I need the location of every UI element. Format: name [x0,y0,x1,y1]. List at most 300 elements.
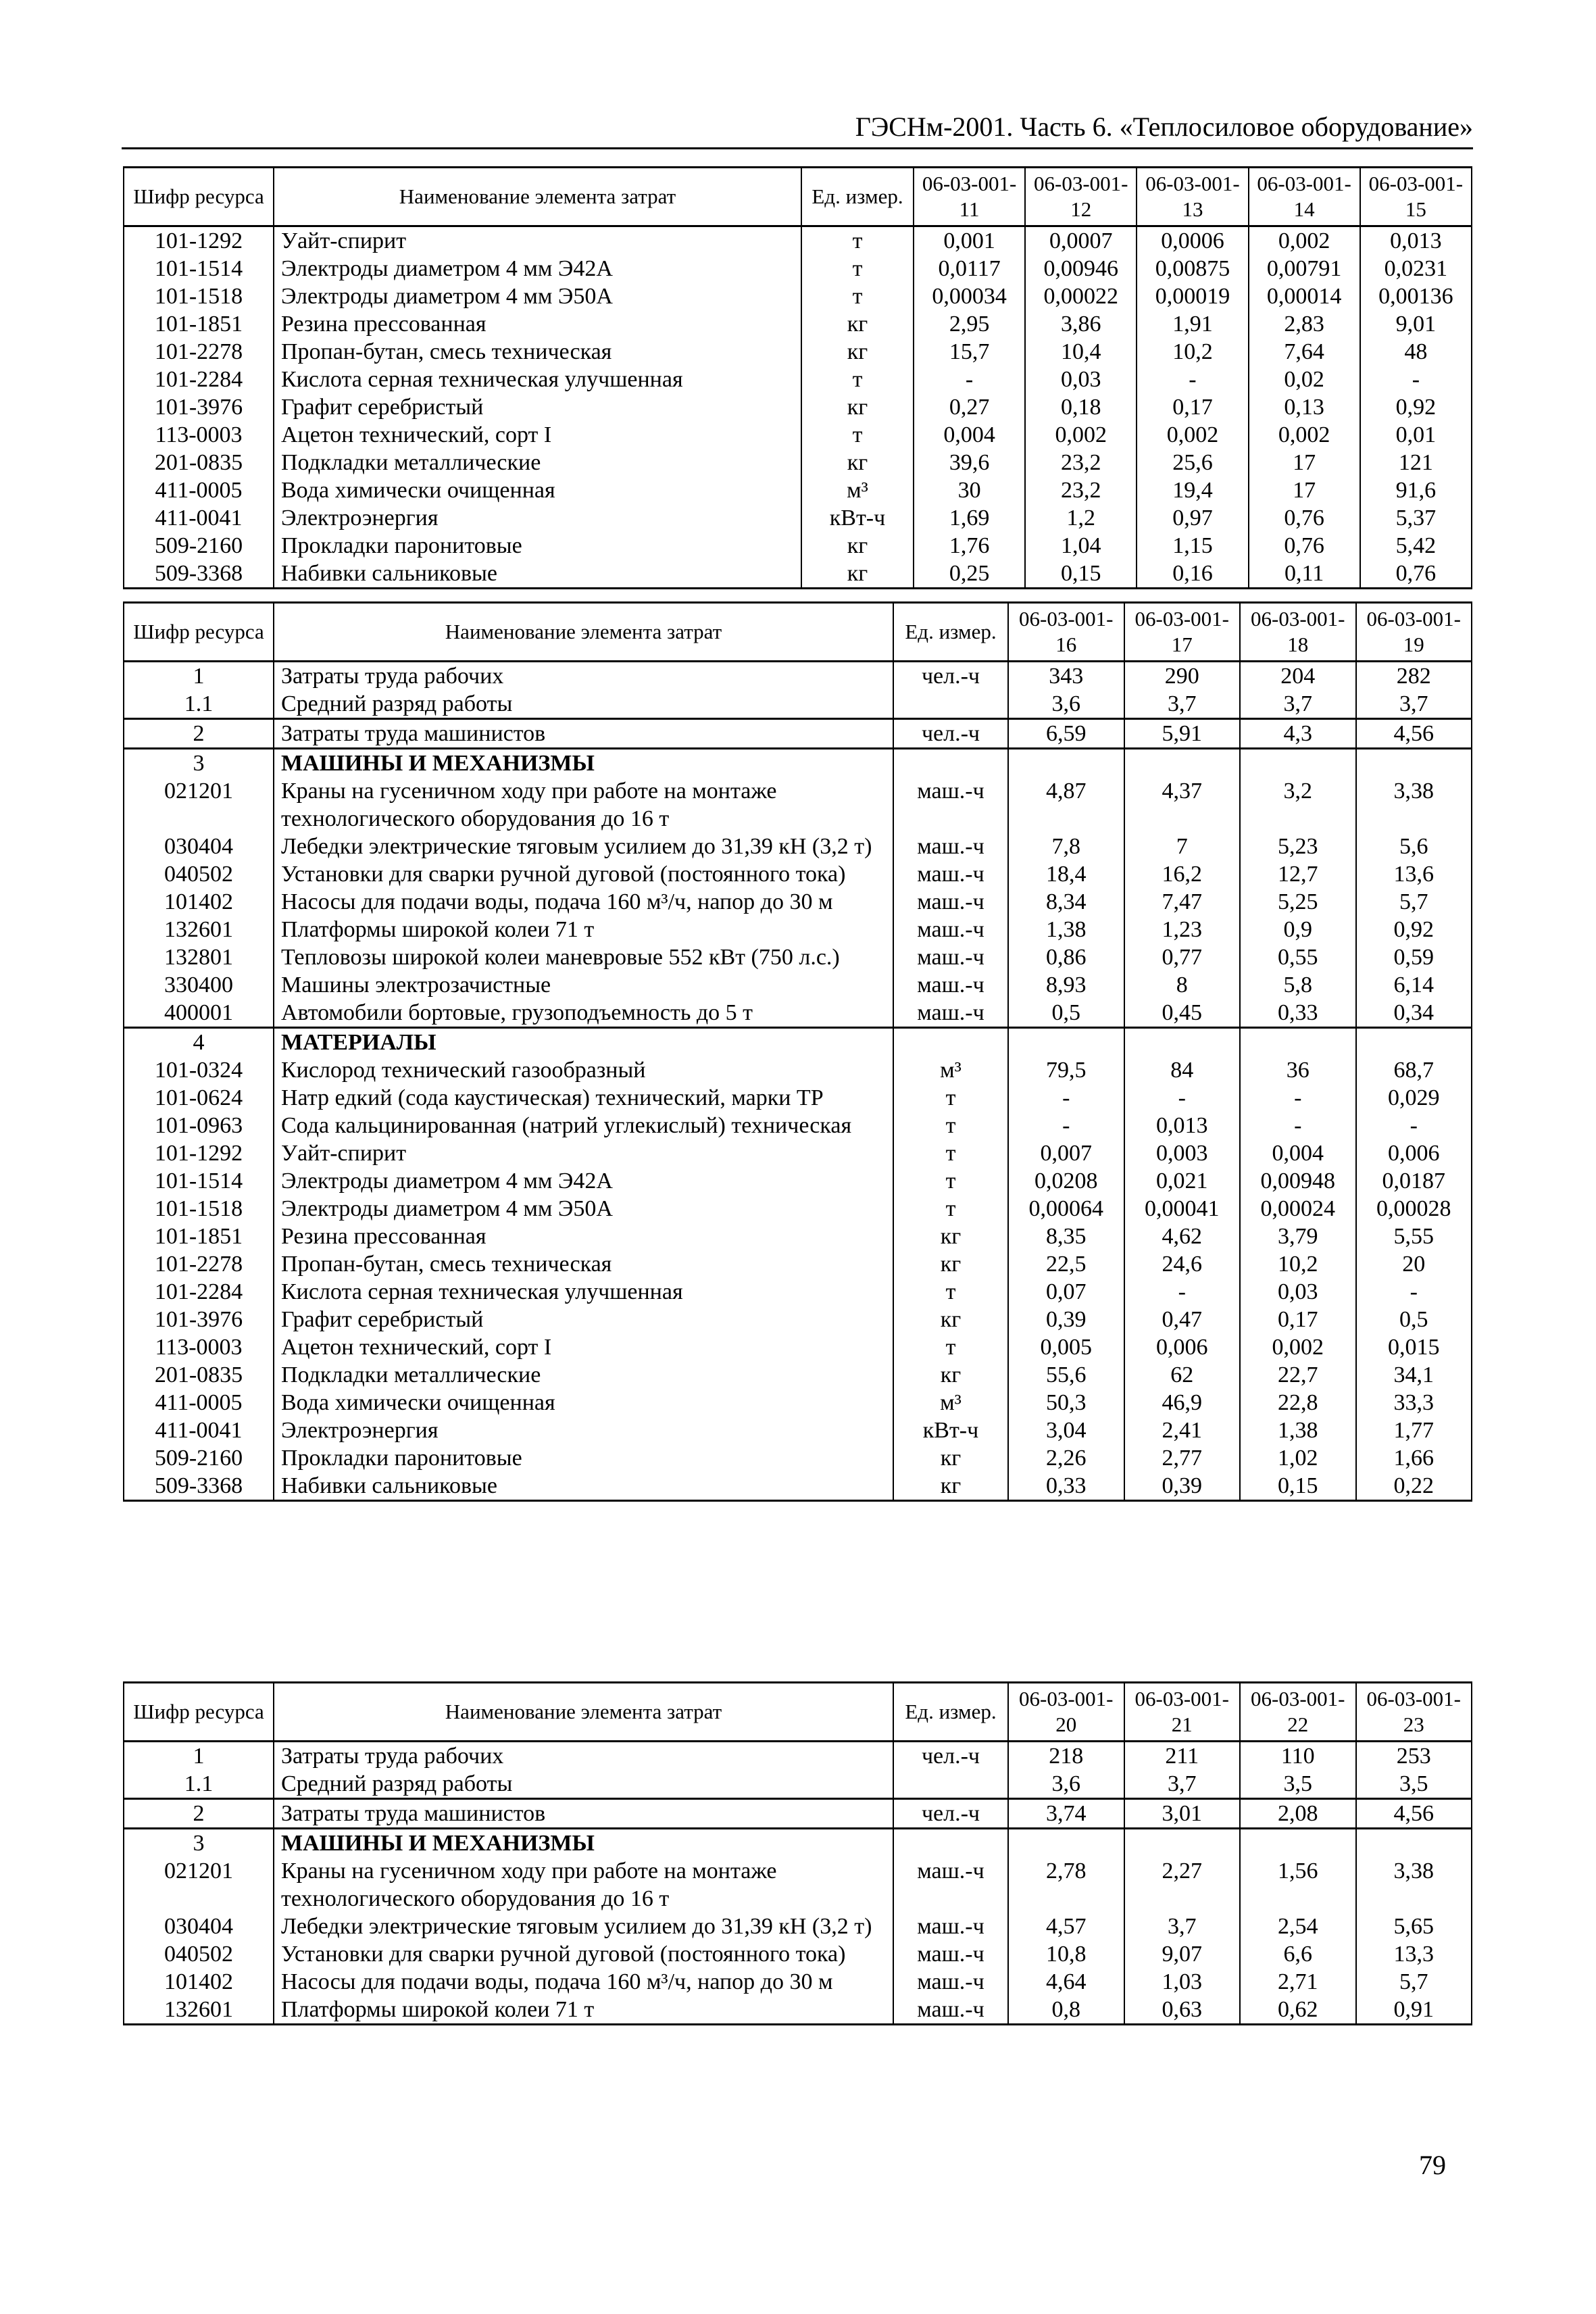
value-cell: - [1124,1278,1241,1306]
value-cell: 0,00946 [1025,255,1137,282]
value-cell: 55,6 [1008,1361,1124,1389]
value-cell: - [1008,1112,1124,1139]
cost-element-name-cell: Пропан-бутан, смесь техническая [274,338,801,366]
column-header: Наименование элемента затрат [274,1683,893,1742]
value-cell: 1,91 [1137,310,1248,338]
table-row [124,282,1472,310]
cost-table-2 [123,601,1472,1502]
value-cell: 0,007 [1008,1139,1124,1167]
unit-cell: маш.-ч [893,916,1008,943]
value-cell: 0,029 [1356,1084,1472,1112]
table-row [124,1472,1472,1501]
cost-element-name-cell: МАШИНЫ И МЕХАНИЗМЫ [274,749,893,778]
value-cell: 0,76 [1249,504,1360,532]
value-cell: 48 [1360,338,1472,366]
cost-element-name-cell: Средний разряд работы [274,690,893,719]
table-row [124,1333,1472,1361]
value-cell: 0,27 [914,393,1025,421]
column-header: Наименование элемента затрат [274,603,893,662]
resource-code-cell: 201-0835 [124,1361,274,1389]
value-cell: 8,35 [1008,1223,1124,1250]
value-cell: 0,18 [1025,393,1137,421]
column-header: 06-03-001-11 [914,168,1025,226]
value-cell: 0,39 [1124,1472,1241,1501]
cost-element-name-cell: Кислород технический газообразный [274,1056,893,1084]
cost-element-name-cell: Платформы широкой колеи 71 т [274,916,893,943]
table-row [124,1195,1472,1223]
resource-code-cell: 101402 [124,1968,274,1996]
resource-code-cell: 1 [124,1742,274,1771]
unit-cell: кг [801,393,914,421]
unit-cell: маш.-ч [893,971,1008,999]
value-cell: 25,6 [1137,449,1248,476]
column-header: Ед. измер. [801,168,914,226]
resource-code-cell: 101402 [124,888,274,916]
table-row [124,560,1472,589]
cost-element-name-cell: Затраты труда рабочих [274,1742,893,1771]
value-cell: 2,08 [1240,1799,1356,1829]
value-cell [1124,1028,1241,1057]
value-cell: 0,17 [1240,1306,1356,1333]
cost-element-name-cell: Электроэнергия [274,1417,893,1444]
unit-cell: чел.-ч [893,662,1008,691]
value-cell: 10,2 [1137,338,1248,366]
value-cell: 0,0007 [1025,226,1137,255]
cost-element-name-cell: МАТЕРИАЛЫ [274,1028,893,1057]
resource-code-cell: 101-2278 [124,1250,274,1278]
value-cell: 0,8 [1008,1996,1124,2025]
value-cell: 3,6 [1008,1770,1124,1799]
resource-code-cell: 101-1518 [124,1195,274,1223]
value-cell: 0,45 [1124,999,1241,1028]
cost-element-name-cell: Насосы для подачи воды, подача 160 м³/ч, напор до 30 м [274,1968,893,1996]
unit-cell [893,1028,1008,1057]
value-cell: 1,66 [1356,1444,1472,1472]
table-row [124,1139,1472,1167]
value-cell: 4,57 [1008,1913,1124,1940]
cost-element-name-cell: Подкладки металлические [274,1361,893,1389]
table-row [124,255,1472,282]
value-cell [1008,1829,1124,1858]
cost-element-name-cell: Набивки сальниковые [274,1472,893,1501]
value-cell: 13,3 [1356,1940,1472,1968]
value-cell: 2,27 [1124,1857,1241,1913]
value-cell: 0,63 [1124,1996,1241,2025]
value-cell: 0,25 [914,560,1025,589]
value-cell: 0,01 [1360,421,1472,449]
column-header: 06-03-001-23 [1356,1683,1472,1742]
document-title: ГЭСНм-2001. Часть 6. «Теплосиловое оборудование» [855,112,1473,142]
resource-code-cell: 101-2278 [124,338,274,366]
unit-cell: чел.-ч [893,1799,1008,1829]
value-cell: 3,38 [1356,777,1472,833]
resource-code-cell: 132601 [124,1996,274,2025]
value-cell: 3,86 [1025,310,1137,338]
value-cell: 0,021 [1124,1167,1241,1195]
value-cell: 0,47 [1124,1306,1241,1333]
resource-code-cell: 3 [124,749,274,778]
unit-cell: кг [893,1444,1008,1472]
table-row [124,1770,1472,1799]
value-cell: 1,2 [1025,504,1137,532]
column-header: Ед. измер. [893,1683,1008,1742]
resource-code-cell: 101-1514 [124,1167,274,1195]
cost-element-name-cell: Пропан-бутан, смесь техническая [274,1250,893,1278]
value-cell: - [1240,1112,1356,1139]
cost-element-name-cell: Графит серебристый [274,1306,893,1333]
resource-code-cell: 101-1292 [124,1139,274,1167]
resource-code-cell: 021201 [124,777,274,833]
unit-cell: кг [801,310,914,338]
value-cell: 22,8 [1240,1389,1356,1417]
table-header-row [124,168,1472,226]
column-header: Наименование элемента затрат [274,168,801,226]
unit-cell: т [801,366,914,393]
table-row [124,1278,1472,1306]
value-cell: 0,004 [914,421,1025,449]
resource-code-cell: 411-0041 [124,1417,274,1444]
value-cell [1240,1829,1356,1858]
value-cell: 0,002 [1137,421,1248,449]
table-row [124,1857,1472,1913]
value-cell: 2,41 [1124,1417,1241,1444]
value-cell: 22,5 [1008,1250,1124,1278]
value-cell: 79,5 [1008,1056,1124,1084]
value-cell [1008,1028,1124,1057]
value-cell: 84 [1124,1056,1241,1084]
table-row [124,1996,1472,2025]
cost-table-3 [123,1681,1472,2025]
value-cell: 0,16 [1137,560,1248,589]
value-cell: 0,002 [1240,1333,1356,1361]
table-row [124,1444,1472,1472]
value-cell: 4,56 [1356,719,1472,749]
value-cell: 5,6 [1356,833,1472,860]
resource-code-cell: 101-2284 [124,366,274,393]
table-row [124,1167,1472,1195]
resource-code-cell: 330400 [124,971,274,999]
resource-code-cell: 509-3368 [124,560,274,589]
value-cell: 0,00041 [1124,1195,1241,1223]
value-cell: 0,00948 [1240,1167,1356,1195]
value-cell: 7,47 [1124,888,1241,916]
unit-cell: т [801,255,914,282]
value-cell: 1,56 [1240,1857,1356,1913]
table-row [124,1306,1472,1333]
value-cell: 18,4 [1008,860,1124,888]
cost-element-name-cell: Ацетон технический, сорт I [274,421,801,449]
column-header: 06-03-001-22 [1240,1683,1356,1742]
value-cell: 0,76 [1360,560,1472,589]
table-row [124,476,1472,504]
column-header: 06-03-001-13 [1137,168,1248,226]
value-cell: 2,83 [1249,310,1360,338]
unit-cell: т [801,282,914,310]
value-cell: 0,15 [1025,560,1137,589]
value-cell: 3,04 [1008,1417,1124,1444]
cost-element-name-cell: Лебедки электрические тяговым усилием до 31,39 кН (3,2 т) [274,833,893,860]
value-cell: 204 [1240,662,1356,691]
value-cell: 13,6 [1356,860,1472,888]
cost-element-name-cell: Электроэнергия [274,504,801,532]
table-header-row [124,603,1472,662]
value-cell: 0,22 [1356,1472,1472,1501]
value-cell: 0,006 [1124,1333,1241,1361]
value-cell: 39,6 [914,449,1025,476]
value-cell: 0,33 [1240,999,1356,1028]
value-cell: 0,11 [1249,560,1360,589]
unit-cell: кВт-ч [893,1417,1008,1444]
value-cell: 2,54 [1240,1913,1356,1940]
table-row [124,971,1472,999]
value-cell [1008,749,1124,778]
value-cell: - [1137,366,1248,393]
unit-cell: кг [801,338,914,366]
value-cell: 5,91 [1124,719,1241,749]
table-row [124,226,1472,255]
value-cell: 0,00014 [1249,282,1360,310]
value-cell: 8,93 [1008,971,1124,999]
unit-cell: кг [893,1223,1008,1250]
value-cell: 290 [1124,662,1241,691]
value-cell: 0,00064 [1008,1195,1124,1223]
resource-code-cell: 021201 [124,1857,274,1913]
value-cell [1240,749,1356,778]
cost-element-name-cell: Подкладки металлические [274,449,801,476]
cost-element-name-cell: Машины электрозачистные [274,971,893,999]
table-row [124,1913,1472,1940]
cost-element-name-cell: Краны на гусеничном ходу при работе на монтаже технологического оборудования до 16 т [274,777,893,833]
value-cell: 2,26 [1008,1444,1124,1472]
column-header: 06-03-001-18 [1240,603,1356,662]
value-cell [1240,1028,1356,1057]
table-row [124,1829,1472,1858]
table-row [124,777,1472,833]
value-cell: 0,92 [1356,916,1472,943]
unit-cell: т [893,1112,1008,1139]
resource-code-cell: 132801 [124,943,274,971]
value-cell: 2,78 [1008,1857,1124,1913]
value-cell: 10,8 [1008,1940,1124,1968]
value-cell: 0,00019 [1137,282,1248,310]
table-row [124,1361,1472,1389]
resource-code-cell: 101-0963 [124,1112,274,1139]
value-cell: 3,74 [1008,1799,1124,1829]
value-cell: 0,00028 [1356,1195,1472,1223]
unit-cell: маш.-ч [893,1996,1008,2025]
value-cell: 9,07 [1124,1940,1241,1968]
table-row [124,749,1472,778]
resource-code-cell: 3 [124,1829,274,1858]
value-cell: 2,71 [1240,1968,1356,1996]
table-row [124,1968,1472,1996]
value-cell: 218 [1008,1742,1124,1771]
cost-table-1 [123,166,1472,589]
value-cell: 0,9 [1240,916,1356,943]
value-cell: 1,23 [1124,916,1241,943]
unit-cell [893,749,1008,778]
value-cell: 8 [1124,971,1241,999]
value-cell: 1,03 [1124,1968,1241,1996]
value-cell: 0,006 [1356,1139,1472,1167]
unit-cell: кг [893,1472,1008,1501]
cost-element-name-cell: Установки для сварки ручной дуговой (постоянного тока) [274,860,893,888]
resource-code-cell: 113-0003 [124,1333,274,1361]
value-cell: 1,15 [1137,532,1248,560]
value-cell: 0,0187 [1356,1167,1472,1195]
column-header: 06-03-001-20 [1008,1683,1124,1742]
cost-element-name-cell: МАШИНЫ И МЕХАНИЗМЫ [274,1829,893,1858]
cost-element-name-cell: Краны на гусеничном ходу при работе на монтаже технологического оборудования до 16 т [274,1857,893,1913]
value-cell: 10,4 [1025,338,1137,366]
value-cell: 1,04 [1025,532,1137,560]
value-cell: 46,9 [1124,1389,1241,1417]
unit-cell: м³ [893,1056,1008,1084]
value-cell: 0,5 [1008,999,1124,1028]
value-cell: 4,87 [1008,777,1124,833]
value-cell: 17 [1249,449,1360,476]
value-cell: 282 [1356,662,1472,691]
value-cell: 211 [1124,1742,1241,1771]
unit-cell: маш.-ч [893,860,1008,888]
unit-cell: т [893,1167,1008,1195]
value-cell [1124,1829,1241,1858]
table-row [124,833,1472,860]
value-cell: 1,69 [914,504,1025,532]
value-cell [1124,749,1241,778]
value-cell: 6,59 [1008,719,1124,749]
resource-code-cell: 040502 [124,860,274,888]
value-cell: 68,7 [1356,1056,1472,1084]
cost-element-name-cell: Средний разряд работы [274,1770,893,1799]
unit-cell: маш.-ч [893,1940,1008,1968]
value-cell: 36 [1240,1056,1356,1084]
value-cell: 0,013 [1360,226,1472,255]
table-row [124,1112,1472,1139]
unit-cell [893,1770,1008,1799]
table-row [124,1223,1472,1250]
value-cell: 5,23 [1240,833,1356,860]
cost-element-name-cell: Электроды диаметром 4 мм Э42А [274,1167,893,1195]
value-cell: 22,7 [1240,1361,1356,1389]
value-cell: 0,59 [1356,943,1472,971]
value-cell: 0,17 [1137,393,1248,421]
value-cell: 30 [914,476,1025,504]
table-row [124,421,1472,449]
value-cell: 0,5 [1356,1306,1472,1333]
unit-cell: кг [893,1361,1008,1389]
cost-element-name-cell: Кислота серная техническая улучшенная [274,366,801,393]
value-cell: 0,92 [1360,393,1472,421]
value-cell: 12,7 [1240,860,1356,888]
value-cell: 0,002 [1025,421,1137,449]
resource-code-cell: 411-0005 [124,1389,274,1417]
value-cell: 3,6 [1008,690,1124,719]
value-cell [1356,1829,1472,1858]
value-cell: 0,77 [1124,943,1241,971]
value-cell: 5,8 [1240,971,1356,999]
value-cell: - [1356,1278,1472,1306]
value-cell: 253 [1356,1742,1472,1771]
value-cell: 5,7 [1356,888,1472,916]
table-row [124,916,1472,943]
unit-cell: т [801,226,914,255]
resource-code-cell: 2 [124,1799,274,1829]
unit-cell: т [893,1195,1008,1223]
page-number: 79 [1419,2150,1446,2180]
cost-element-name-cell: Затраты труда рабочих [274,662,893,691]
table-row [124,999,1472,1028]
column-header: 06-03-001-15 [1360,168,1472,226]
unit-cell: кВт-ч [801,504,914,532]
value-cell: 4,37 [1124,777,1241,833]
cost-element-name-cell: Затраты труда машинистов [274,1799,893,1829]
table-row [124,532,1472,560]
table-row [124,1056,1472,1084]
value-cell: 121 [1360,449,1472,476]
unit-cell: т [893,1139,1008,1167]
table-row [124,449,1472,476]
resource-code-cell: 030404 [124,833,274,860]
cost-element-name-cell: Натр едкий (сода каустическая) технический, марки ТР [274,1084,893,1112]
value-cell: 0,002 [1249,226,1360,255]
unit-cell: кг [801,449,914,476]
resource-code-cell: 113-0003 [124,421,274,449]
value-cell: 6,6 [1240,1940,1356,1968]
value-cell: 0,001 [914,226,1025,255]
value-cell: 0,33 [1008,1472,1124,1501]
value-cell: 23,2 [1025,476,1137,504]
cost-element-name-cell: Графит серебристый [274,393,801,421]
cost-element-name-cell: Электроды диаметром 4 мм Э50А [274,282,801,310]
column-header: Шифр ресурса [124,168,274,226]
table-row [124,338,1472,366]
unit-cell: маш.-ч [893,1913,1008,1940]
cost-element-name-cell: Установки для сварки ручной дуговой (постоянного тока) [274,1940,893,1968]
column-header: 06-03-001-17 [1124,603,1241,662]
unit-cell: м³ [893,1389,1008,1417]
cost-element-name-cell: Ацетон технический, сорт I [274,1333,893,1361]
value-cell: 3,38 [1356,1857,1472,1913]
value-cell: 1,38 [1240,1417,1356,1444]
column-header: Шифр ресурса [124,1683,274,1742]
table-row [124,860,1472,888]
cost-element-name-cell: Уайт-спирит [274,1139,893,1167]
value-cell: 0,34 [1356,999,1472,1028]
unit-cell: маш.-ч [893,1857,1008,1913]
column-header: 06-03-001-12 [1025,168,1137,226]
value-cell: 3,7 [1356,690,1472,719]
resource-code-cell: 101-1292 [124,226,274,255]
resource-code-cell: 101-1518 [124,282,274,310]
value-cell: 5,37 [1360,504,1472,532]
unit-cell: м³ [801,476,914,504]
resource-code-cell: 4 [124,1028,274,1057]
page-header [122,108,1473,149]
resource-code-cell: 101-3976 [124,393,274,421]
resource-code-cell: 400001 [124,999,274,1028]
value-cell: 0,76 [1249,532,1360,560]
cost-element-name-cell: Тепловозы широкой колеи маневровые 552 кВт (750 л.с.) [274,943,893,971]
resource-code-cell: 411-0005 [124,476,274,504]
value-cell: 2,95 [914,310,1025,338]
table-row [124,690,1472,719]
value-cell: 20 [1356,1250,1472,1278]
resource-code-cell: 101-0624 [124,1084,274,1112]
column-header: Шифр ресурса [124,603,274,662]
cost-element-name-cell: Платформы широкой колеи 71 т [274,1996,893,2025]
value-cell: 0,07 [1008,1278,1124,1306]
